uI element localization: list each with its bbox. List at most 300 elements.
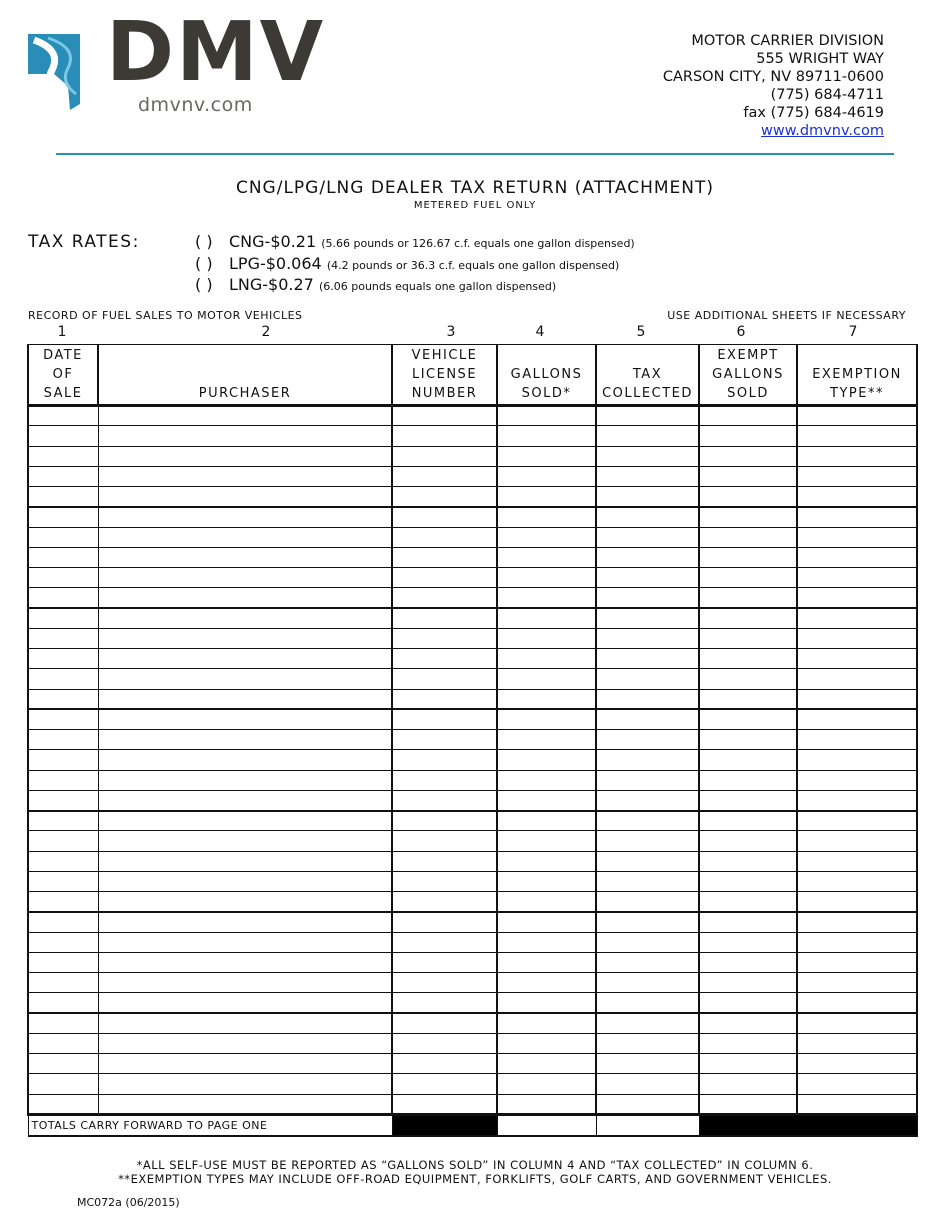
cell-tax-collected[interactable]: [596, 952, 699, 972]
cell-exempt-gallons[interactable]: [699, 547, 797, 567]
cell-vehicle-license[interactable]: [392, 669, 497, 689]
cell-purchaser[interactable]: [98, 426, 392, 446]
cell-purchaser[interactable]: [98, 608, 392, 628]
dmv-logo: [28, 5, 326, 122]
cell-date-of-sale[interactable]: [28, 568, 98, 588]
cell-vehicle-license[interactable]: [392, 993, 497, 1013]
header-label: DATE OF SALE: [43, 348, 83, 401]
form-subtitle: METERED FUEL ONLY: [413, 200, 537, 211]
cell-date-of-sale[interactable]: [28, 547, 98, 567]
cell-gallons-sold[interactable]: [497, 973, 596, 993]
cell-exempt-gallons[interactable]: [699, 507, 797, 527]
cell-purchaser[interactable]: [98, 730, 392, 750]
cell-tax-collected[interactable]: [596, 426, 699, 446]
table-row: [28, 851, 917, 871]
header-gallons-sold: [497, 345, 596, 406]
cell-gallons-sold[interactable]: [497, 750, 596, 770]
cell-purchaser[interactable]: [98, 831, 392, 851]
cell-gallons-sold[interactable]: [497, 588, 596, 608]
cell-gallons-sold[interactable]: [497, 669, 596, 689]
cell-exemption-type[interactable]: [797, 912, 917, 932]
table-row: [28, 831, 917, 851]
cell-exemption-type[interactable]: [797, 973, 917, 993]
cell-exemption-type[interactable]: [797, 831, 917, 851]
cell-exemption-type[interactable]: [797, 669, 917, 689]
footnote-self-use: *ALL SELF-USE MUST BE REPORTED AS “GALLONS SOLD” IN COLUMN 4 AND “TAX COLLECTED” IN COLUMN 6.: [136, 1158, 814, 1172]
cell-exempt-gallons[interactable]: [699, 811, 797, 831]
cell-tax-collected[interactable]: [596, 527, 699, 547]
cell-vehicle-license[interactable]: [392, 608, 497, 628]
cell-exemption-type[interactable]: [797, 851, 917, 871]
cell-gallons-sold[interactable]: [497, 730, 596, 750]
table-row: [28, 1074, 917, 1094]
cell-exempt-gallons[interactable]: [699, 750, 797, 770]
rate-checkbox[interactable]: ( ): [195, 275, 213, 294]
cell-exemption-type[interactable]: [797, 628, 917, 648]
cell-date-of-sale[interactable]: [28, 730, 98, 750]
cell-purchaser[interactable]: [98, 912, 392, 932]
cell-gallons-sold[interactable]: [497, 1054, 596, 1074]
cell-exemption-type[interactable]: [797, 406, 917, 426]
column-number-7: 7: [848, 324, 858, 340]
cell-purchaser[interactable]: [98, 689, 392, 709]
cell-tax-collected[interactable]: [596, 750, 699, 770]
header-vehicle-license: [392, 345, 497, 406]
cell-exempt-gallons[interactable]: [699, 487, 797, 507]
cell-purchaser[interactable]: [98, 871, 392, 891]
cell-gallons-sold[interactable]: [497, 487, 596, 507]
cell-date-of-sale[interactable]: [28, 993, 98, 1013]
cell-date-of-sale[interactable]: [28, 466, 98, 486]
cell-gallons-sold[interactable]: [497, 1094, 596, 1114]
cell-vehicle-license[interactable]: [392, 649, 497, 669]
cell-tax-collected[interactable]: [596, 1033, 699, 1053]
cell-tax-collected[interactable]: [596, 993, 699, 1013]
cell-exemption-type[interactable]: [797, 568, 917, 588]
cell-exempt-gallons[interactable]: [699, 790, 797, 810]
cell-gallons-sold[interactable]: [497, 426, 596, 446]
cell-tax-collected[interactable]: [596, 790, 699, 810]
cell-gallons-sold[interactable]: [497, 628, 596, 648]
cell-purchaser[interactable]: [98, 487, 392, 507]
cell-purchaser[interactable]: [98, 588, 392, 608]
table-row: [28, 892, 917, 912]
table-row: [28, 932, 917, 952]
cell-exempt-gallons[interactable]: [699, 1013, 797, 1033]
cell-vehicle-license[interactable]: [392, 1094, 497, 1114]
cell-purchaser[interactable]: [98, 628, 392, 648]
cell-exempt-gallons[interactable]: [699, 952, 797, 972]
cell-tax-collected[interactable]: [596, 487, 699, 507]
cell-purchaser[interactable]: [98, 932, 392, 952]
cell-purchaser[interactable]: [98, 669, 392, 689]
cell-exempt-gallons[interactable]: [699, 649, 797, 669]
table-row: [28, 689, 917, 709]
cell-exemption-type[interactable]: [797, 709, 917, 729]
cell-vehicle-license[interactable]: [392, 406, 497, 426]
cell-exemption-type[interactable]: [797, 952, 917, 972]
cell-exempt-gallons[interactable]: [699, 426, 797, 446]
table-row: [28, 1054, 917, 1074]
cell-exempt-gallons[interactable]: [699, 446, 797, 466]
logo-url: dmvnv.com: [138, 94, 253, 116]
cell-purchaser[interactable]: [98, 892, 392, 912]
cell-vehicle-license[interactable]: [392, 426, 497, 446]
cell-tax-collected[interactable]: [596, 568, 699, 588]
cell-purchaser[interactable]: [98, 1033, 392, 1053]
cell-exempt-gallons[interactable]: [699, 406, 797, 426]
cell-purchaser[interactable]: [98, 709, 392, 729]
table-row: [28, 871, 917, 891]
cell-purchaser[interactable]: [98, 649, 392, 669]
cell-gallons-sold[interactable]: [497, 709, 596, 729]
cell-date-of-sale[interactable]: [28, 892, 98, 912]
cell-vehicle-license[interactable]: [392, 1033, 497, 1053]
cell-tax-collected[interactable]: [596, 466, 699, 486]
cell-purchaser[interactable]: [98, 466, 392, 486]
cell-tax-collected[interactable]: [596, 1013, 699, 1033]
cell-gallons-sold[interactable]: [497, 871, 596, 891]
total-gallons-sold[interactable]: [497, 1114, 596, 1136]
cell-date-of-sale[interactable]: [28, 1033, 98, 1053]
cell-vehicle-license[interactable]: [392, 1074, 497, 1094]
cell-vehicle-license[interactable]: [392, 871, 497, 891]
cell-gallons-sold[interactable]: [497, 689, 596, 709]
cell-exemption-type[interactable]: [797, 588, 917, 608]
cell-exemption-type[interactable]: [797, 426, 917, 446]
table-row: [28, 446, 917, 466]
cell-gallons-sold[interactable]: [497, 851, 596, 871]
cell-date-of-sale[interactable]: [28, 811, 98, 831]
cell-tax-collected[interactable]: [596, 973, 699, 993]
cell-tax-collected[interactable]: [596, 689, 699, 709]
header-exemption-type: [797, 345, 917, 406]
cell-tax-collected[interactable]: [596, 1074, 699, 1094]
cell-tax-collected[interactable]: [596, 811, 699, 831]
cell-exempt-gallons[interactable]: [699, 1074, 797, 1094]
cell-tax-collected[interactable]: [596, 831, 699, 851]
cell-tax-collected[interactable]: [596, 669, 699, 689]
cell-date-of-sale[interactable]: [28, 689, 98, 709]
cell-vehicle-license[interactable]: [392, 466, 497, 486]
cell-gallons-sold[interactable]: [497, 932, 596, 952]
cell-vehicle-license[interactable]: [392, 770, 497, 790]
rate-option-cng[interactable]: [195, 232, 635, 251]
cell-purchaser[interactable]: [98, 446, 392, 466]
division-address: [663, 32, 884, 140]
cell-exempt-gallons[interactable]: [699, 466, 797, 486]
header-label: EXEMPT GALLONS SOLD: [712, 348, 784, 401]
table-row: [28, 750, 917, 770]
form-id: MC072a (06/2015): [77, 1196, 180, 1209]
cell-vehicle-license[interactable]: [392, 527, 497, 547]
cell-gallons-sold[interactable]: [497, 770, 596, 790]
cell-date-of-sale[interactable]: [28, 973, 98, 993]
cell-date-of-sale[interactable]: [28, 851, 98, 871]
cell-date-of-sale[interactable]: [28, 588, 98, 608]
cell-gallons-sold[interactable]: [497, 446, 596, 466]
cell-vehicle-license[interactable]: [392, 831, 497, 851]
cell-vehicle-license[interactable]: [392, 912, 497, 932]
cell-exemption-type[interactable]: [797, 1033, 917, 1053]
table-row: [28, 993, 917, 1013]
cell-exempt-gallons[interactable]: [699, 669, 797, 689]
cell-gallons-sold[interactable]: [497, 892, 596, 912]
table-row: [28, 547, 917, 567]
website-link[interactable]: www.dmvnv.com: [761, 123, 884, 139]
column-number-2: 2: [261, 324, 271, 340]
cell-exempt-gallons[interactable]: [699, 628, 797, 648]
cell-purchaser[interactable]: [98, 527, 392, 547]
cell-gallons-sold[interactable]: [497, 811, 596, 831]
cell-gallons-sold[interactable]: [497, 527, 596, 547]
cell-exemption-type[interactable]: [797, 1074, 917, 1094]
cell-gallons-sold[interactable]: [497, 547, 596, 567]
cell-vehicle-license[interactable]: [392, 790, 497, 810]
cell-date-of-sale[interactable]: [28, 426, 98, 446]
tax-rates-label: TAX RATES:: [28, 232, 140, 252]
cell-vehicle-license[interactable]: [392, 952, 497, 972]
street-address: 555 WRIGHT WAY: [756, 51, 884, 67]
cell-date-of-sale[interactable]: [28, 709, 98, 729]
header-label: PURCHASER: [198, 386, 292, 401]
cell-tax-collected[interactable]: [596, 871, 699, 891]
cell-vehicle-license[interactable]: [392, 811, 497, 831]
rate-checkbox[interactable]: ( ): [195, 232, 213, 251]
cell-gallons-sold[interactable]: [497, 406, 596, 426]
cell-date-of-sale[interactable]: [28, 608, 98, 628]
cell-gallons-sold[interactable]: [497, 1074, 596, 1094]
cell-date-of-sale[interactable]: [28, 790, 98, 810]
cell-date-of-sale[interactable]: [28, 527, 98, 547]
cell-date-of-sale[interactable]: [28, 750, 98, 770]
cell-exemption-type[interactable]: [797, 932, 917, 952]
cell-exemption-type[interactable]: [797, 993, 917, 1013]
cell-exempt-gallons[interactable]: [699, 1033, 797, 1053]
cell-tax-collected[interactable]: [596, 608, 699, 628]
cell-tax-collected[interactable]: [596, 547, 699, 567]
cell-date-of-sale[interactable]: [28, 770, 98, 790]
cell-date-of-sale[interactable]: [28, 831, 98, 851]
table-row: [28, 608, 917, 628]
cell-purchaser[interactable]: [98, 973, 392, 993]
cell-gallons-sold[interactable]: [497, 649, 596, 669]
cell-exempt-gallons[interactable]: [699, 730, 797, 750]
cell-tax-collected[interactable]: [596, 709, 699, 729]
cell-vehicle-license[interactable]: [392, 973, 497, 993]
table-row: [28, 628, 917, 648]
cell-exemption-type[interactable]: [797, 1054, 917, 1074]
cell-exempt-gallons[interactable]: [699, 588, 797, 608]
cell-tax-collected[interactable]: [596, 851, 699, 871]
cell-exemption-type[interactable]: [797, 487, 917, 507]
cell-exemption-type[interactable]: [797, 507, 917, 527]
cell-tax-collected[interactable]: [596, 507, 699, 527]
cell-purchaser[interactable]: [98, 811, 392, 831]
cell-vehicle-license[interactable]: [392, 446, 497, 466]
cell-tax-collected[interactable]: [596, 446, 699, 466]
cell-date-of-sale[interactable]: [28, 487, 98, 507]
cell-exempt-gallons[interactable]: [699, 1054, 797, 1074]
cell-vehicle-license[interactable]: [392, 932, 497, 952]
cell-tax-collected[interactable]: [596, 932, 699, 952]
cell-vehicle-license[interactable]: [392, 1013, 497, 1033]
cell-purchaser[interactable]: [98, 547, 392, 567]
header-label: GALLONS SOLD*: [510, 367, 583, 401]
cell-exemption-type[interactable]: [797, 1094, 917, 1114]
cell-exemption-type[interactable]: [797, 750, 917, 770]
cell-exemption-type[interactable]: [797, 1013, 917, 1033]
cell-purchaser[interactable]: [98, 790, 392, 810]
cell-exempt-gallons[interactable]: [699, 932, 797, 952]
cell-exemption-type[interactable]: [797, 790, 917, 810]
totals-blocked-cell: [392, 1114, 497, 1136]
cell-tax-collected[interactable]: [596, 1054, 699, 1074]
cell-gallons-sold[interactable]: [497, 912, 596, 932]
cell-purchaser[interactable]: [98, 568, 392, 588]
cell-tax-collected[interactable]: [596, 912, 699, 932]
cell-date-of-sale[interactable]: [28, 406, 98, 426]
cell-gallons-sold[interactable]: [497, 831, 596, 851]
cell-exemption-type[interactable]: [797, 446, 917, 466]
cell-purchaser[interactable]: [98, 1094, 392, 1114]
cell-date-of-sale[interactable]: [28, 912, 98, 932]
cell-purchaser[interactable]: [98, 770, 392, 790]
cell-exempt-gallons[interactable]: [699, 689, 797, 709]
rate-note: (6.06 pounds equals one gallon dispensed): [318, 280, 557, 293]
cell-exempt-gallons[interactable]: [699, 527, 797, 547]
cell-exemption-type[interactable]: [797, 547, 917, 567]
cell-vehicle-license[interactable]: [392, 588, 497, 608]
cell-date-of-sale[interactable]: [28, 507, 98, 527]
cell-date-of-sale[interactable]: [28, 871, 98, 891]
cell-exempt-gallons[interactable]: [699, 871, 797, 891]
cell-purchaser[interactable]: [98, 406, 392, 426]
cell-purchaser[interactable]: [98, 952, 392, 972]
cell-tax-collected[interactable]: [596, 628, 699, 648]
table-row: [28, 568, 917, 588]
cell-vehicle-license[interactable]: [392, 507, 497, 527]
total-tax-collected[interactable]: [596, 1114, 699, 1136]
cell-exemption-type[interactable]: [797, 811, 917, 831]
cell-purchaser[interactable]: [98, 1074, 392, 1094]
table-row: [28, 1013, 917, 1033]
cell-exempt-gallons[interactable]: [699, 993, 797, 1013]
cell-date-of-sale[interactable]: [28, 1094, 98, 1114]
cell-vehicle-license[interactable]: [392, 568, 497, 588]
cell-exemption-type[interactable]: [797, 689, 917, 709]
cell-tax-collected[interactable]: [596, 649, 699, 669]
cell-gallons-sold[interactable]: [497, 466, 596, 486]
cell-gallons-sold[interactable]: [497, 1033, 596, 1053]
cell-exempt-gallons[interactable]: [699, 973, 797, 993]
header-exempt-gallons: [699, 345, 797, 406]
cell-exempt-gallons[interactable]: [699, 709, 797, 729]
cell-vehicle-license[interactable]: [392, 547, 497, 567]
header-purchaser: [98, 345, 392, 406]
cell-date-of-sale[interactable]: [28, 952, 98, 972]
cell-purchaser[interactable]: [98, 1013, 392, 1033]
nevada-road-icon: [28, 28, 88, 110]
cell-gallons-sold[interactable]: [497, 952, 596, 972]
cell-exempt-gallons[interactable]: [699, 912, 797, 932]
cell-date-of-sale[interactable]: [28, 1074, 98, 1094]
fuel-sales-table: [27, 344, 918, 1137]
cell-exempt-gallons[interactable]: [699, 568, 797, 588]
cell-vehicle-license[interactable]: [392, 750, 497, 770]
cell-gallons-sold[interactable]: [497, 608, 596, 628]
table-row: [28, 466, 917, 486]
cell-purchaser[interactable]: [98, 851, 392, 871]
cell-exempt-gallons[interactable]: [699, 608, 797, 628]
cell-exemption-type[interactable]: [797, 770, 917, 790]
cell-exempt-gallons[interactable]: [699, 892, 797, 912]
record-label: RECORD OF FUEL SALES TO MOTOR VEHICLES: [28, 309, 303, 322]
cell-date-of-sale[interactable]: [28, 1013, 98, 1033]
rate-option-lpg[interactable]: [195, 254, 619, 273]
cell-exemption-type[interactable]: [797, 608, 917, 628]
cell-vehicle-license[interactable]: [392, 487, 497, 507]
cell-vehicle-license[interactable]: [392, 1054, 497, 1074]
rate-checkbox[interactable]: ( ): [195, 254, 213, 273]
table-row: [28, 406, 917, 426]
cell-purchaser[interactable]: [98, 750, 392, 770]
cell-tax-collected[interactable]: [596, 892, 699, 912]
cell-tax-collected[interactable]: [596, 406, 699, 426]
cell-vehicle-license[interactable]: [392, 709, 497, 729]
cell-purchaser[interactable]: [98, 993, 392, 1013]
cell-date-of-sale[interactable]: [28, 669, 98, 689]
cell-exempt-gallons[interactable]: [699, 831, 797, 851]
cell-tax-collected[interactable]: [596, 730, 699, 750]
cell-date-of-sale[interactable]: [28, 649, 98, 669]
cell-vehicle-license[interactable]: [392, 689, 497, 709]
cell-tax-collected[interactable]: [596, 770, 699, 790]
cell-date-of-sale[interactable]: [28, 1054, 98, 1074]
cell-exempt-gallons[interactable]: [699, 1094, 797, 1114]
cell-exemption-type[interactable]: [797, 892, 917, 912]
cell-vehicle-license[interactable]: [392, 730, 497, 750]
additional-sheets-note: USE ADDITIONAL SHEETS IF NECESSARY: [667, 309, 906, 322]
rate-option-lng[interactable]: [195, 275, 556, 294]
cell-exemption-type[interactable]: [797, 730, 917, 750]
cell-date-of-sale[interactable]: [28, 932, 98, 952]
cell-exempt-gallons[interactable]: [699, 851, 797, 871]
cell-purchaser[interactable]: [98, 507, 392, 527]
cell-tax-collected[interactable]: [596, 588, 699, 608]
cell-vehicle-license[interactable]: [392, 628, 497, 648]
cell-tax-collected[interactable]: [596, 1094, 699, 1114]
cell-exemption-type[interactable]: [797, 527, 917, 547]
cell-vehicle-license[interactable]: [392, 851, 497, 871]
cell-date-of-sale[interactable]: [28, 628, 98, 648]
cell-gallons-sold[interactable]: [497, 1013, 596, 1033]
cell-gallons-sold[interactable]: [497, 790, 596, 810]
cell-gallons-sold[interactable]: [497, 507, 596, 527]
table-row: [28, 1094, 917, 1114]
cell-exemption-type[interactable]: [797, 466, 917, 486]
cell-gallons-sold[interactable]: [497, 993, 596, 1013]
cell-exemption-type[interactable]: [797, 871, 917, 891]
cell-gallons-sold[interactable]: [497, 568, 596, 588]
cell-vehicle-license[interactable]: [392, 892, 497, 912]
totals-label: TOTALS CARRY FORWARD TO PAGE ONE: [28, 1114, 392, 1136]
cell-exemption-type[interactable]: [797, 649, 917, 669]
cell-purchaser[interactable]: [98, 1054, 392, 1074]
rate-note: (4.2 pounds or 36.3 c.f. equals one gallon dispensed): [326, 259, 620, 272]
cell-exempt-gallons[interactable]: [699, 770, 797, 790]
cell-date-of-sale[interactable]: [28, 446, 98, 466]
